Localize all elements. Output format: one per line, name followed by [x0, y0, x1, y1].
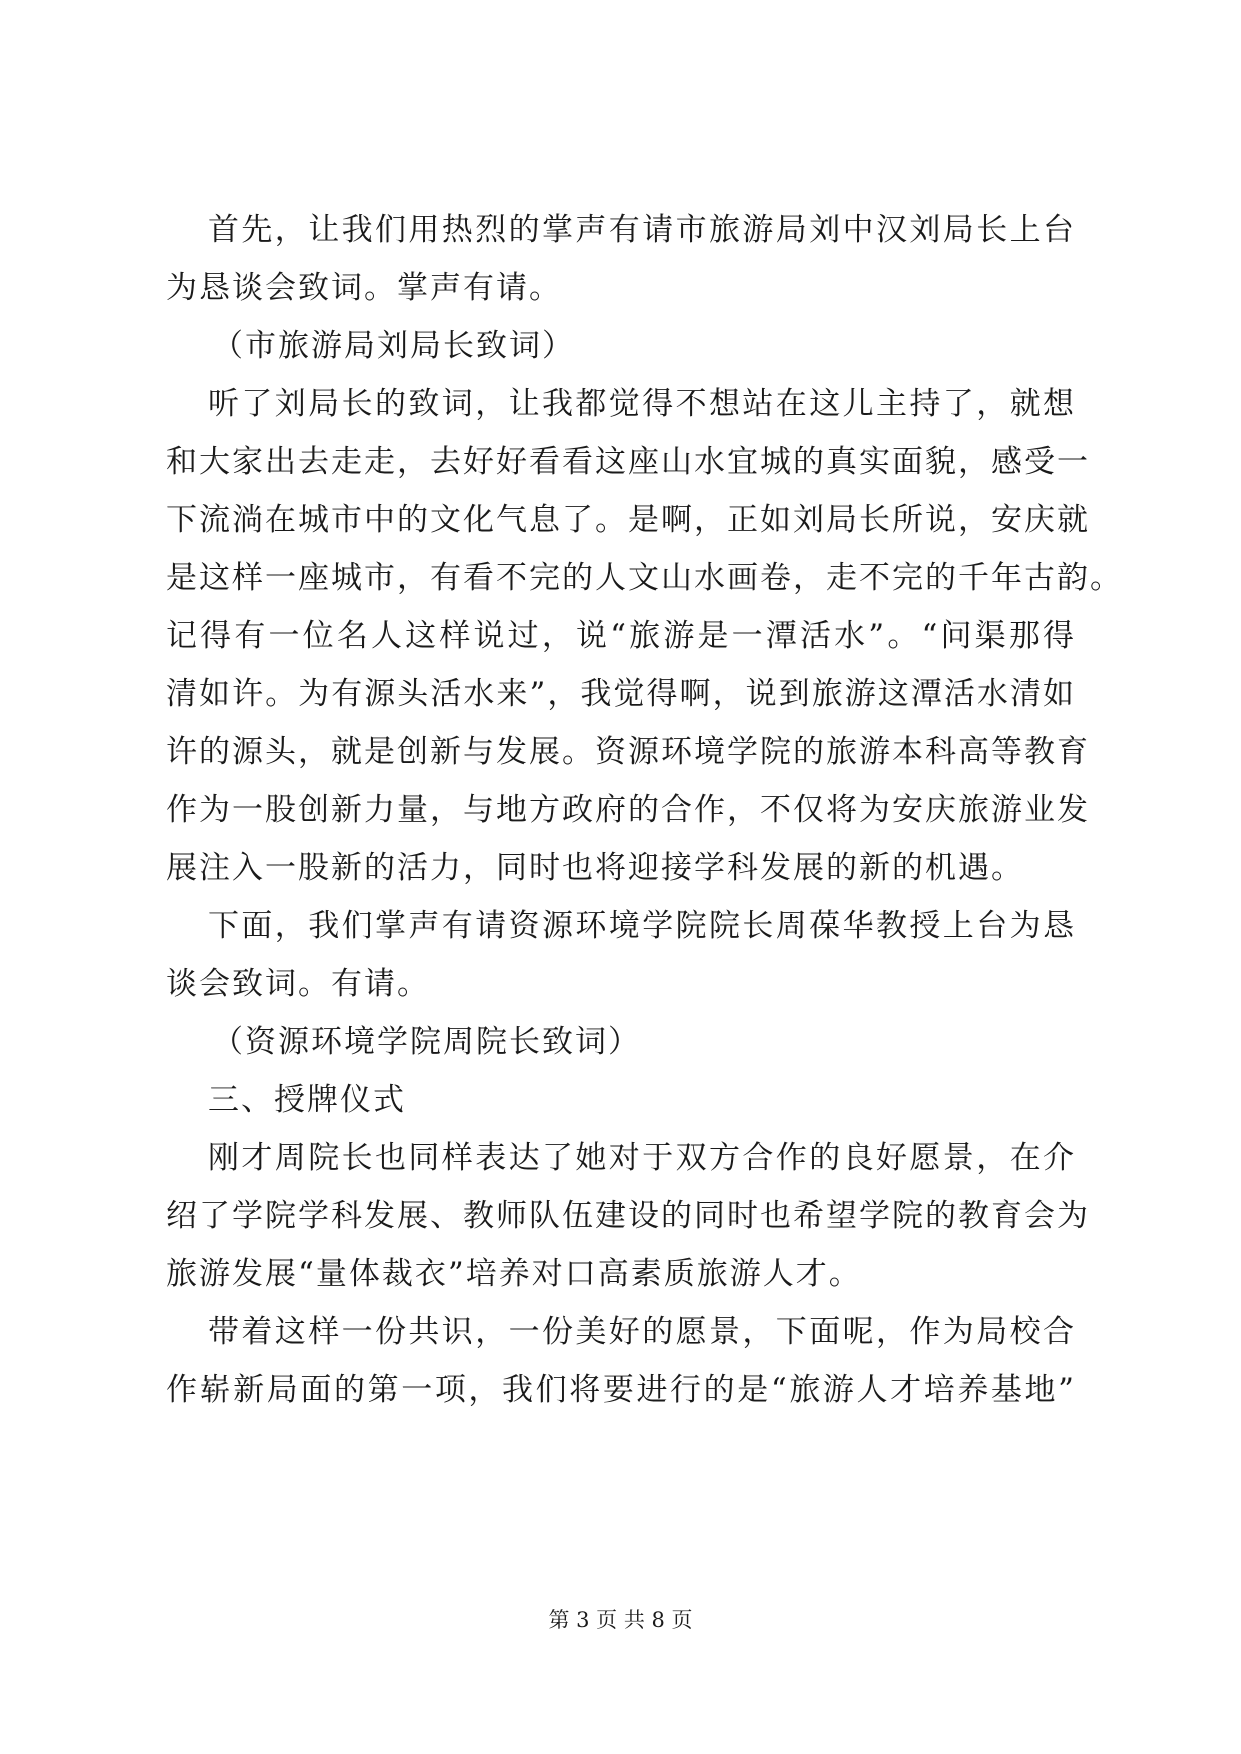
text-line: 带着这样一份共识，一份美好的愿景，下面呢，作为局校合	[208, 1314, 1076, 1350]
text-line: 绍了学院学科发展、教师队伍建设的同时也希望学院的教育会为	[166, 1198, 1090, 1234]
text-line: 下流淌在城市中的文化气息了。是啊，正如刘局长所说，安庆就	[166, 502, 1090, 538]
text-line: 清如许。为有源头活水来”，我觉得啊，说到旅游这潭活水清如	[166, 676, 1076, 712]
section-heading: 三、授牌仪式	[208, 1082, 406, 1118]
text-line: 为恳谈会致词。掌声有请。	[166, 270, 562, 306]
page-footer: 第 3 页 共 8 页	[548, 1608, 693, 1632]
text-line: 和大家出去走走，去好好看看这座山水宜城的真实面貌，感受一	[166, 444, 1090, 480]
text-line: 刚才周院长也同样表达了她对于双方合作的良好愿景，在介	[208, 1140, 1076, 1176]
text-line: 首先，让我们用热烈的掌声有请市旅游局刘中汉刘局长上台	[208, 212, 1076, 248]
text-line: （市旅游局刘局长致词）	[212, 328, 575, 364]
text-line: 是这样一座城市，有看不完的人文山水画卷，走不完的千年古韵。	[166, 560, 1123, 596]
text-line: 作为一股创新力量，与地方政府的合作，不仅将为安庆旅游业发	[166, 792, 1090, 828]
text-line: 谈会致词。有请。	[166, 966, 430, 1002]
text-line: 下面，我们掌声有请资源环境学院院长周葆华教授上台为恳	[208, 908, 1076, 944]
text-line: （资源环境学院周院长致词）	[212, 1024, 641, 1060]
text-line: 作崭新局面的第一项，我们将要进行的是“旅游人才培养基地”	[166, 1372, 1076, 1408]
text-line: 旅游发展“量体裁衣”培养对口高素质旅游人才。	[166, 1256, 862, 1292]
text-line: 许的源头，就是创新与发展。资源环境学院的旅游本科高等教育	[166, 734, 1090, 770]
text-line: 展注入一股新的活力，同时也将迎接学科发展的新的机遇。	[166, 850, 1024, 886]
text-line: 听了刘局长的致词，让我都觉得不想站在这儿主持了，就想	[208, 386, 1076, 422]
text-line: 记得有一位名人这样说过，说“旅游是一潭活水”。“问渠那得	[166, 618, 1076, 654]
